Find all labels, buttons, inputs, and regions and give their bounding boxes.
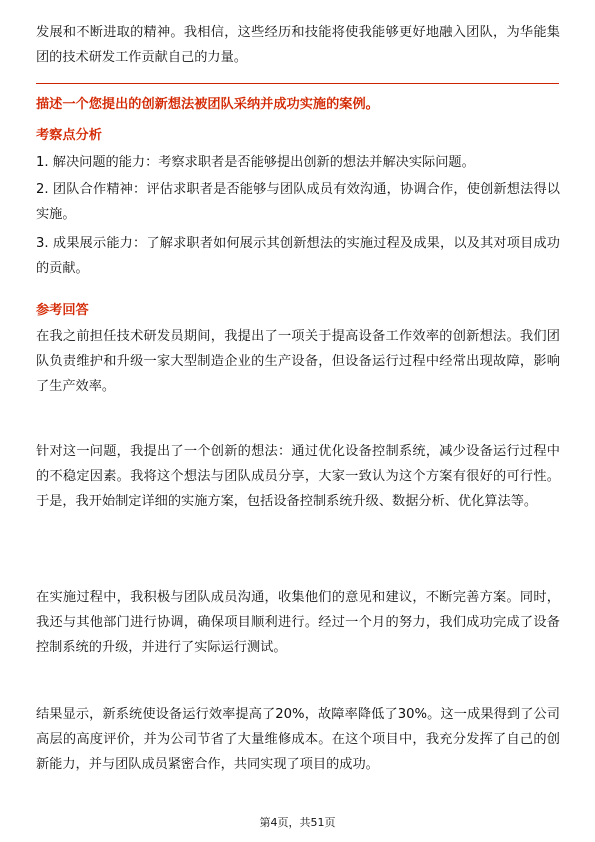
intro-paragraph: 发展和不断进取的精神。我相信，这些经历和技能将使我能够更好地融入团队，为华能集团的技术研发工作贡献自己的力量。: [36, 25, 560, 65]
analysis-item-1: 1. 解决问题的能力：考察求职者是否能够提出创新的想法并解决实际问题。: [36, 155, 475, 170]
analysis-item-2: 2. 团队合作精神：评估求职者是否能够与团队成员有效沟通，协调合作，使创新想法得以实施。: [36, 182, 560, 222]
page-number: 第4页，共51页: [259, 816, 336, 829]
analysis-item-3: 3. 成果展示能力：了解求职者如何展示其创新想法的实施过程及成果，以及其对项目成功的贡献。: [36, 236, 560, 276]
answer-paragraph-2: 针对这一问题，我提出了一个创新的想法：通过优化设备控制系统，减少设备运行过程中的不稳定因素。我将这个想法与团队成员分享，大家一致认为这个方案有很好的可行性。于是，我开始制定详细的实施方案，包括设备控制系统升级、数据分析、优化算法等。: [36, 444, 560, 509]
answer-paragraph-1: 在我之前担任技术研发员期间，我提出了一项关于提高设备工作效率的创新想法。我们团队负责维护和升级一家大型制造企业的生产设备，但设备运行过程中经常出现故障，影响了生产效率。: [36, 329, 560, 394]
answer-heading: 参考回答: [36, 303, 89, 318]
answer-paragraph-3: 在实施过程中，我积极与团队成员沟通，收集他们的意见和建议，不断完善方案。同时，我还与其他部门进行协调，确保项目顺利进行。经过一个月的努力，我们成功完成了设备控制系统的升级，并进行了实际运行测试。: [36, 590, 560, 655]
analysis-heading: 考察点分析: [36, 128, 102, 143]
section-divider: [36, 83, 559, 84]
answer-paragraph-4: 结果显示，新系统使设备运行效率提高了20%，故障率降低了30%。这一成果得到了公司高层的高度评价，并为公司节省了大量维修成本。在这个项目中，我充分发挥了自己的创新能力，并与团队成员紧密合作，共同实现了项目的成功。: [36, 707, 560, 772]
question-title: 描述一个您提出的创新想法被团队采纳并成功实施的案例。: [36, 97, 379, 112]
